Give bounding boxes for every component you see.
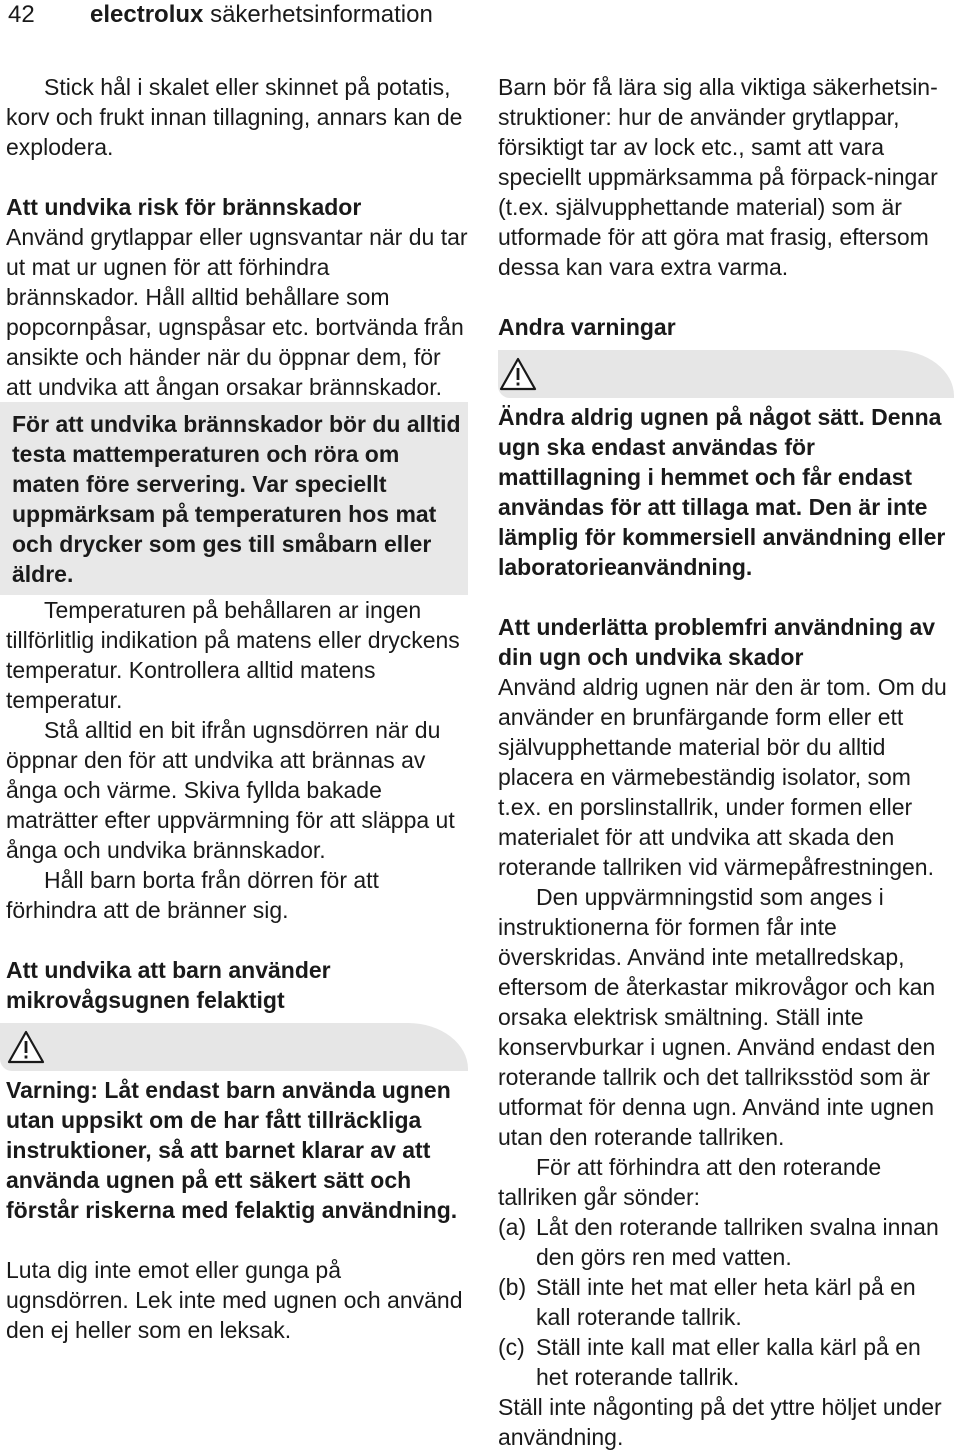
warning-text-modify: Ändra aldrig ugnen på något sätt. Denna ugn ska endast användas för mattillagning i hemmet och får endast användas för att tillaga mat. Den är inte lämplig för kommersiell användning eller laboratorieanvändning. bbox=[498, 404, 946, 580]
brand-name: electrolux bbox=[90, 1, 204, 28]
warning-triangle-icon bbox=[6, 1029, 46, 1065]
highlight-box-temperature: För att undvika brännskador bör du alltid testa mattemperaturen och röra om maten före servering. Var speciellt uppmärksam på temperaturen hos mat och drycker som ges till småbarn eller äldre. bbox=[0, 402, 468, 595]
paragraph-keep-children-away: Håll barn borta från dörren för att förhindra att de bränner sig. bbox=[6, 867, 379, 923]
list-text: Låt den roterande tallriken svalna innan den görs ren med vatten. bbox=[536, 1214, 939, 1270]
paragraph-teach-children: Barn bör få lära sig alla viktiga säkerhetsin-struktioner: hur de använder grytlappar, försiktigt tar av lock etc., samt att vara speciellt uppmärksamma på förpack-ningar (t.ex. självupphettande material) som är utformade för att göra mat frasig, eftersom dessa kan vara extra varma. bbox=[498, 74, 938, 280]
section-title: säkerhetsinformation bbox=[210, 1, 433, 28]
list-item bbox=[498, 1212, 954, 1272]
list-label: (a) bbox=[498, 1214, 527, 1240]
paragraph-stand-away: Stå alltid en bit ifrån ugnsdörren när du öppnar den för att undvika att brännas av ånga och värme. Skiva fyllda bakade maträtter efter uppvärmning för att släppa ut ånga och undvika brännskador. bbox=[6, 717, 455, 863]
page-header bbox=[8, 0, 433, 30]
list-text: Ställ inte het mat eller heta kärl på en kall roterande tallrik. bbox=[536, 1274, 916, 1330]
heading-burn-risk: Att undvika risk för brännskador bbox=[6, 194, 362, 220]
paragraph-turntable-intro: För att förhindra att den roterande tallriken går sönder: bbox=[498, 1154, 882, 1210]
paragraph-container-temperature: Temperaturen på behållaren ar ingen tillförlitlig indikation på matens eller dryckens temperatur. Kontrollera alltid matens temperatur. bbox=[6, 597, 460, 713]
list-label: (b) bbox=[498, 1274, 527, 1300]
warning-text-children: Varning: Låt endast barn använda ugnen utan uppsikt om de har fått tillräckliga instruktioner, så att barnet klarar av att använda ugnen på ett säkert sätt och förstår riskerna med felaktig användning. bbox=[6, 1077, 458, 1223]
heading-children-misuse: Att undvika att barn använder mikrovågsugnen felaktigt bbox=[6, 957, 331, 1013]
list-text: Ställ inte kall mat eller kalla kärl på en het roterande tallrik. bbox=[536, 1334, 921, 1390]
list-item bbox=[498, 1332, 954, 1392]
heading-trouble-free-use: Att underlätta problemfri användning av din ugn och undvika skador bbox=[498, 614, 936, 670]
warning-bar bbox=[498, 350, 954, 398]
paragraph-pierce-skin: Stick hål i skalet eller skinnet på potatis, korv och frukt innan tillagning, annars kan de explodera. bbox=[6, 74, 463, 160]
warning-triangle-icon bbox=[498, 356, 538, 392]
right-column bbox=[498, 72, 954, 1452]
paragraph-heating-time: Den uppvärmningstid som anges i instruktionerna för formen får inte överskridas. Använd inte metallredskap, eftersom de återkastar mikrovågor och kan orsaka elektrisk smältning. Ställ inte konservburkar i ugnen. Använd endast den roterande tallrik och det tallriksstöd som är utformat för denna ugn. Använd inte ugnen utan den roterande tallriken. bbox=[498, 884, 936, 1150]
paragraph-empty-oven: Använd aldrig ugnen när den är tom. Om du använder en brunfärgande form eller ett självupphettande material bör du alltid placera en värmebeständig isolator, som t.ex. en porslinstallrik, under formen eller materialet för att undvika att skada den roterande tallriken vid värmepåfrestningen. bbox=[498, 674, 947, 880]
list-item bbox=[498, 1272, 954, 1332]
paragraph-door-play: Luta dig inte emot eller gunga på ugnsdörren. Lek inte med ugnen och använd den ej heller som en leksak. bbox=[6, 1257, 463, 1343]
paragraph-oven-mitts: Använd grytlappar eller ugnsvantar när du tar ut mat ur ugnen för att förhindra brännskador. Håll alltid behållare som popcornpåsar, ugnspåsar etc. bortvända från ansikte och händer när du öppnar dem, för att undvika att ångan orsakar brännskador. bbox=[6, 224, 468, 400]
warning-bar bbox=[6, 1023, 468, 1071]
paragraph-outer-casing: Ställ inte någonting på det yttre höljet under användning. bbox=[498, 1394, 942, 1450]
heading-other-warnings: Andra varningar bbox=[498, 314, 676, 340]
left-column bbox=[6, 72, 468, 1345]
page-number: 42 bbox=[8, 1, 35, 28]
list-label: (c) bbox=[498, 1334, 525, 1360]
